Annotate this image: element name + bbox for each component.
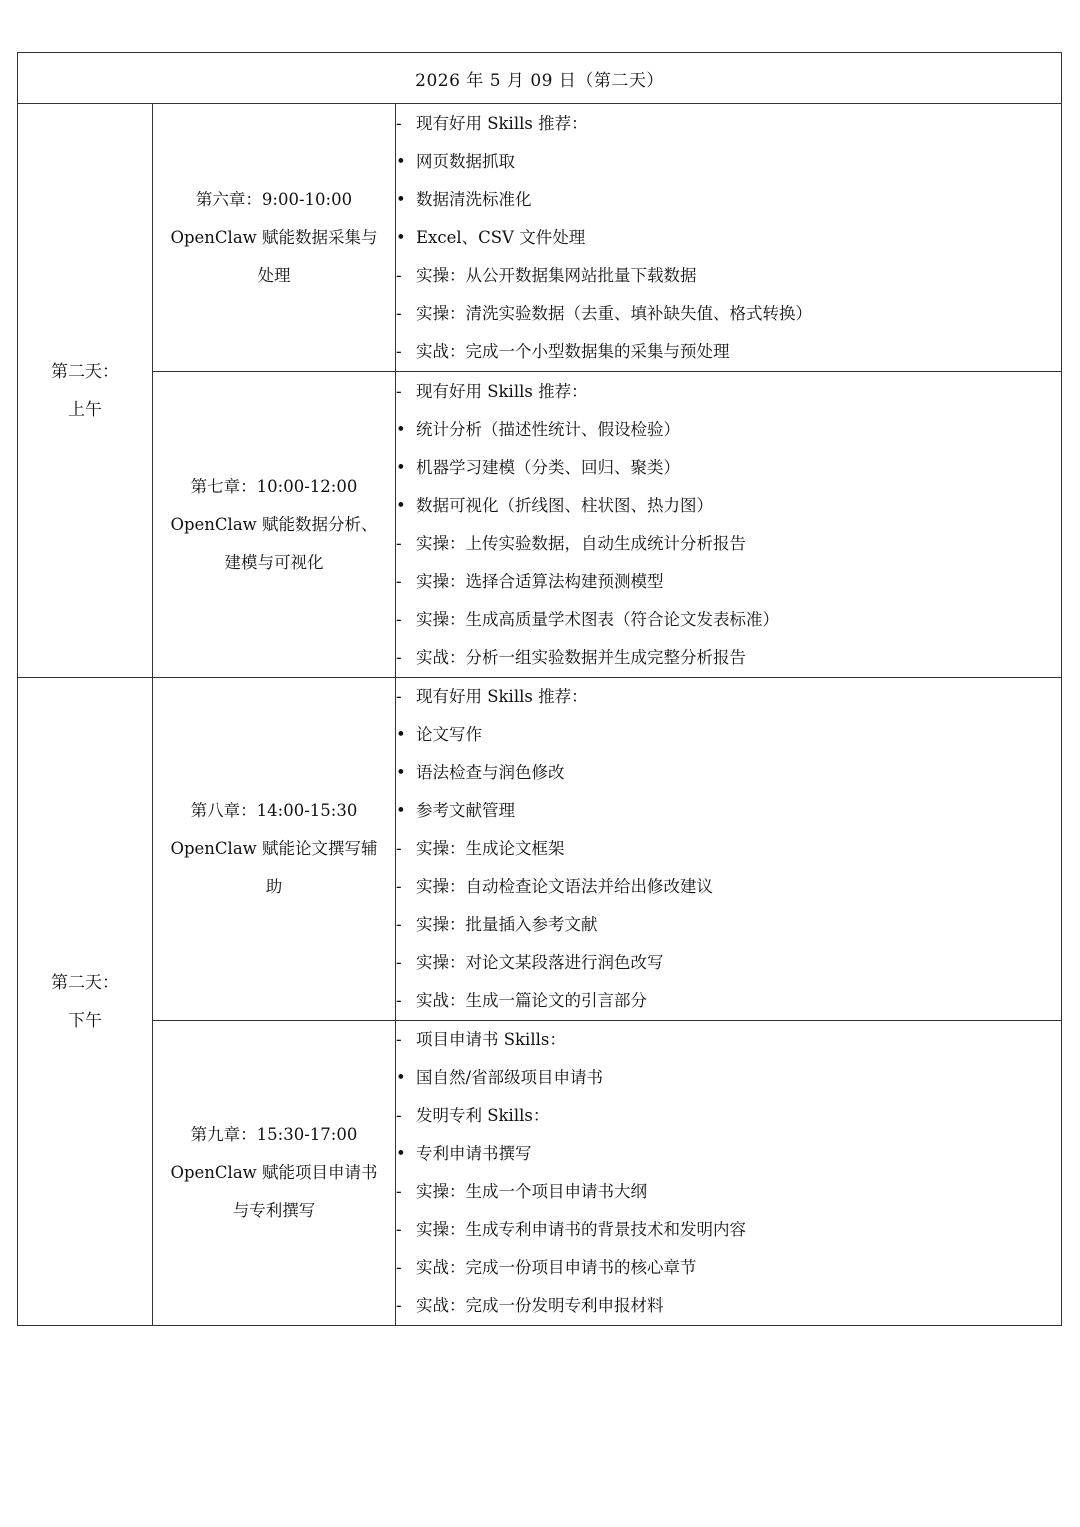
list-item — [396, 219, 1061, 257]
list-item-text: 实战：完成一份发明专利申报材料 — [416, 1296, 664, 1315]
list-item — [396, 257, 1061, 295]
list-item — [396, 754, 1061, 792]
list-item-text: 现有好用 Skills 推荐： — [416, 113, 588, 133]
session-period-label: 上午 — [68, 399, 102, 420]
list-item-text: 网页数据抓取 — [416, 151, 515, 171]
chapter-title-line: OpenClaw 赋能数据分析、 — [170, 514, 378, 534]
list-item — [396, 181, 1061, 219]
dash-icon: - — [396, 1296, 402, 1315]
list-item-text: 机器学习建模（分类、回归、聚类） — [416, 457, 680, 477]
dash-icon: - — [396, 1220, 402, 1239]
list-item-text: 现有好用 Skills 推荐： — [416, 687, 588, 706]
dash-icon: - — [396, 571, 402, 591]
chapter-time: 第六章：9:00-10:00 — [195, 189, 353, 209]
chapter-cell — [153, 1021, 396, 1326]
list-item — [396, 563, 1061, 601]
bullet-icon: • — [396, 495, 406, 515]
list-item — [396, 449, 1061, 487]
list-item-text: 实战：完成一个小型数据集的采集与预处理 — [416, 341, 730, 361]
dash-icon: - — [396, 647, 402, 667]
chapter-title-line: 处理 — [257, 265, 291, 285]
schedule-table — [17, 52, 1062, 1326]
chapter-title-line: OpenClaw 赋能数据采集与 — [170, 227, 378, 247]
chapter-cell — [153, 104, 396, 372]
list-item — [396, 333, 1061, 371]
chapter-time: 第九章：15:30-17:00 — [190, 1125, 358, 1144]
list-item-text: 数据清洗标准化 — [416, 189, 532, 209]
content-list — [396, 678, 1062, 1021]
list-item-text: 实战：完成一份项目申请书的核心章节 — [416, 1258, 697, 1277]
dash-icon: - — [396, 1030, 402, 1049]
dash-icon: - — [396, 1182, 402, 1201]
list-item — [396, 1097, 1061, 1135]
session-day-label: 第二天： — [51, 361, 119, 382]
list-item-text: 实操：生成专利申请书的背景技术和发明内容 — [416, 1220, 746, 1239]
list-item-text: 实操：生成论文框架 — [416, 839, 565, 858]
list-item — [396, 982, 1061, 1020]
dash-icon: - — [396, 839, 402, 858]
session-label-afternoon — [18, 678, 153, 1326]
dash-icon: - — [396, 1258, 402, 1277]
list-item — [396, 716, 1061, 754]
dash-icon: - — [396, 265, 402, 285]
chapter-cell — [153, 678, 396, 1021]
content-list — [396, 1021, 1062, 1326]
list-item — [396, 601, 1061, 639]
session-label-morning — [18, 104, 153, 678]
list-item-text: 实操：自动检查论文语法并给出修改建议 — [416, 877, 713, 896]
bullet-icon: • — [396, 763, 406, 782]
list-item — [396, 944, 1061, 982]
dash-icon: - — [396, 1106, 402, 1125]
list-item-text: 发明专利 Skills： — [416, 1106, 550, 1125]
session-day-label: 第二天： — [51, 972, 119, 993]
list-item-text: 实操：上传实验数据，自动生成统计分析报告 — [416, 533, 746, 553]
dash-icon: - — [396, 953, 402, 972]
bullet-icon: • — [396, 419, 406, 439]
list-item-text: 实操：清洗实验数据（去重、填补缺失值、格式转换） — [416, 303, 812, 323]
chapter-title-line: OpenClaw 赋能项目申请书 — [170, 1163, 378, 1182]
list-item-text: 实操：生成高质量学术图表（符合论文发表标准） — [416, 609, 779, 629]
list-item — [396, 295, 1061, 333]
list-item — [396, 792, 1061, 830]
chapter-time: 第八章：14:00-15:30 — [190, 801, 358, 820]
chapter-title-line: 助 — [265, 877, 283, 896]
list-item — [396, 143, 1061, 181]
list-item-text: 实操：批量插入参考文献 — [416, 915, 598, 934]
list-item — [396, 868, 1061, 906]
list-item — [396, 1249, 1061, 1287]
dash-icon: - — [396, 991, 402, 1010]
dash-icon: - — [396, 687, 402, 706]
list-item — [396, 1173, 1061, 1211]
chapter-cell — [153, 372, 396, 678]
chapter-title-line: 与专利撰写 — [232, 1201, 316, 1220]
list-item — [396, 678, 1061, 716]
list-item-text: 实操：生成一个项目申请书大纲 — [416, 1182, 647, 1201]
list-item-text: 实操：从公开数据集网站批量下载数据 — [416, 265, 697, 285]
bullet-icon: • — [396, 227, 406, 247]
list-item-text: 实操：选择合适算法构建预测模型 — [416, 571, 664, 591]
dash-icon: - — [396, 303, 402, 323]
list-item-text: 专利申请书撰写 — [416, 1144, 532, 1163]
list-item-text: 实战：生成一篇论文的引言部分 — [416, 991, 647, 1010]
list-item — [396, 411, 1061, 449]
list-item — [396, 1059, 1061, 1097]
list-item-text: 实战：分析一组实验数据并生成完整分析报告 — [416, 647, 746, 667]
content-list — [396, 104, 1062, 372]
list-item — [396, 373, 1061, 411]
list-item — [396, 639, 1061, 677]
list-item-text: 实操：对论文某段落进行润色改写 — [416, 953, 664, 972]
chapter-title-line: OpenClaw 赋能论文撰写辅 — [170, 839, 378, 858]
chapter-title-line: 建模与可视化 — [224, 552, 324, 572]
list-item — [396, 906, 1061, 944]
bullet-icon: • — [396, 1068, 406, 1087]
list-item-text: 统计分析（描述性统计、假设检验） — [416, 419, 680, 439]
list-item — [396, 1021, 1061, 1059]
dash-icon: - — [396, 341, 402, 361]
bullet-icon: • — [396, 457, 406, 477]
dash-icon: - — [396, 113, 402, 133]
content-list — [396, 372, 1062, 678]
dash-icon: - — [396, 877, 402, 896]
list-item — [396, 830, 1061, 868]
dash-icon: - — [396, 609, 402, 629]
list-item — [396, 105, 1061, 143]
bullet-icon: • — [396, 725, 406, 744]
header-row — [18, 53, 1062, 104]
chapter-row-7 — [18, 372, 1062, 678]
chapter-row-8 — [18, 678, 1062, 1021]
list-item — [396, 1135, 1061, 1173]
list-item-text: 参考文献管理 — [416, 801, 515, 820]
list-item — [396, 1287, 1061, 1325]
date-header: 2026 年 5 月 09 日（第二天） — [18, 53, 1062, 104]
chapter-row-9 — [18, 1021, 1062, 1326]
dash-icon: - — [396, 381, 402, 401]
bullet-icon: • — [396, 801, 406, 820]
list-item-text: 语法检查与润色修改 — [416, 763, 565, 782]
list-item-text: Excel、CSV 文件处理 — [416, 227, 586, 247]
list-item — [396, 525, 1061, 563]
dash-icon: - — [396, 533, 402, 553]
session-period-label: 下午 — [68, 1010, 102, 1031]
list-item — [396, 487, 1061, 525]
dash-icon: - — [396, 915, 402, 934]
bullet-icon: • — [396, 189, 406, 209]
bullet-icon: • — [396, 151, 406, 171]
list-item — [396, 1211, 1061, 1249]
chapter-time: 第七章：10:00-12:00 — [190, 476, 358, 496]
list-item-text: 国自然/省部级项目申请书 — [416, 1068, 604, 1087]
list-item-text: 项目申请书 Skills： — [416, 1030, 566, 1049]
list-item-text: 论文写作 — [416, 725, 482, 744]
list-item-text: 数据可视化（折线图、柱状图、热力图） — [416, 495, 713, 515]
list-item-text: 现有好用 Skills 推荐： — [416, 381, 588, 401]
bullet-icon: • — [396, 1144, 406, 1163]
chapter-row-6 — [18, 104, 1062, 372]
